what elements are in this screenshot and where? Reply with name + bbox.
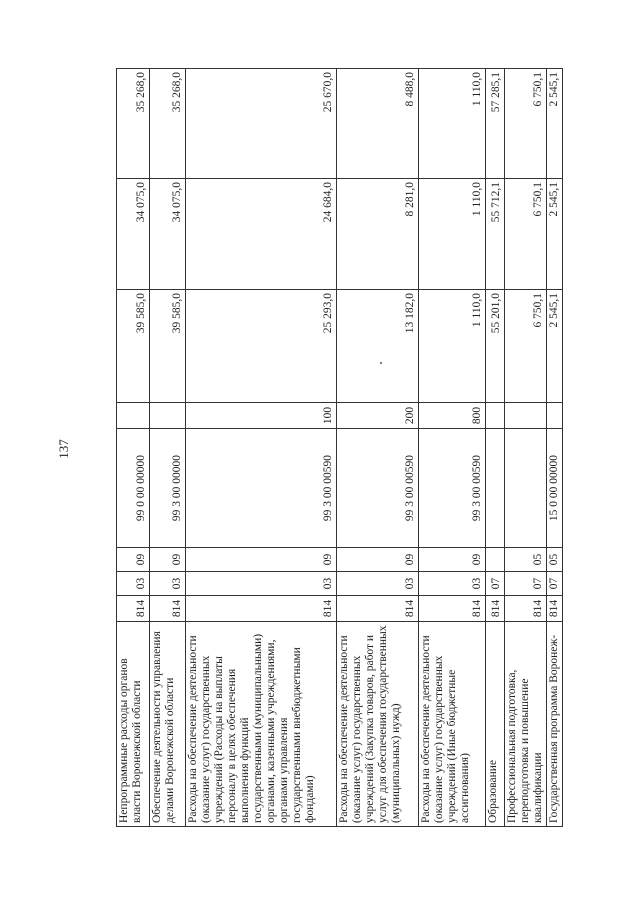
- amount-year2: 2 545,1: [547, 179, 563, 290]
- row-name: Расходы на обеспечение деятельности (оказание услуг) государственных учреждений (Закупка товаров, работ и услуг для обеспечения государственных (муниципальных) нужд): [337, 622, 419, 827]
- rz-code: 07: [505, 572, 547, 596]
- rz-code: 03: [186, 572, 337, 596]
- row-name: Расходы на обеспечение деятельности (оказание услуг) государственных учреждений (Иные бюджетные ассигнования): [419, 622, 486, 827]
- amount-year2: 6 750,1: [505, 179, 547, 290]
- amount-year2: 34 075,0: [117, 179, 150, 290]
- vr-code: 200: [337, 403, 419, 429]
- amount-year1: 6 750,1: [505, 290, 547, 403]
- pr-code: 09: [117, 548, 150, 572]
- table-row: [337, 69, 419, 827]
- csr-code: 99 3 00 00000: [150, 429, 186, 548]
- vr-code: [505, 403, 547, 429]
- row-name: Профессиональная подготовка, переподготовка и повышение квалификации: [505, 622, 547, 827]
- amount-year2: 24 684,0: [186, 179, 337, 290]
- csr-code: [486, 429, 505, 548]
- rz-code: 03: [337, 572, 419, 596]
- amount-year3: 6 750,1: [505, 69, 547, 179]
- amount-year2: 1 110,0: [419, 179, 486, 290]
- rz-code: 07: [486, 572, 505, 596]
- vr-code: [486, 403, 505, 429]
- table-row: [117, 69, 150, 827]
- vr-code: 800: [419, 403, 486, 429]
- budget-table-rotated: [116, 69, 560, 827]
- amount-year2: 55 712,1: [486, 179, 505, 290]
- table-row: [419, 69, 486, 827]
- pr-code: 09: [337, 548, 419, 572]
- csr-code: 99 3 00 00590: [337, 429, 419, 548]
- gr-code: 814: [505, 596, 547, 622]
- rz-code: 03: [150, 572, 186, 596]
- amount-year3: 57 285,1: [486, 69, 505, 179]
- csr-code: [505, 429, 547, 548]
- amount-year3: 2 545,1: [547, 69, 563, 179]
- csr-code: 99 3 00 00590: [186, 429, 337, 548]
- amount-year1: 25 293,0: [186, 290, 337, 403]
- csr-code: 99 3 00 00590: [419, 429, 486, 548]
- page-number: 137: [56, 439, 71, 459]
- vr-code: 100: [186, 403, 337, 429]
- amount-year3: 25 670,0: [186, 69, 337, 179]
- rz-code: 03: [117, 572, 150, 596]
- csr-code: 99 0 00 00000: [117, 429, 150, 548]
- pr-code: 09: [419, 548, 486, 572]
- rz-code: 07: [547, 572, 563, 596]
- budget-table: [116, 68, 563, 827]
- amount-year1: 1 110,0: [419, 290, 486, 403]
- vr-code: [150, 403, 186, 429]
- pr-code: 05: [505, 548, 547, 572]
- row-name: Расходы на обеспечение деятельности (оказание услуг) государственных учреждений (Расходы на выплаты персоналу в целях обеспечения выполнения функций государственными (муниципальными) органами, казенными учреждениями, органами управления государственными внебюджетными фондами): [186, 622, 337, 827]
- vr-code: [547, 403, 563, 429]
- amount-year1: 13 182,0: [337, 290, 419, 403]
- gr-code: 814: [419, 596, 486, 622]
- gr-code: 814: [547, 596, 563, 622]
- table-row: [150, 69, 186, 827]
- pr-code: 05: [547, 548, 563, 572]
- pr-code: [486, 548, 505, 572]
- amount-year2: 8 281,0: [337, 179, 419, 290]
- amount-year3: 35 268,0: [117, 69, 150, 179]
- gr-code: 814: [117, 596, 150, 622]
- vr-code: [117, 403, 150, 429]
- amount-year1: 55 201,0: [486, 290, 505, 403]
- amount-year3: 8 488,0: [337, 69, 419, 179]
- table-row: [505, 69, 547, 827]
- gr-code: 814: [337, 596, 419, 622]
- rz-code: 03: [419, 572, 486, 596]
- csr-code: 15 0 00 00000: [547, 429, 563, 548]
- table-row: [186, 69, 337, 827]
- amount-year2: 34 075,0: [150, 179, 186, 290]
- table-row: [547, 69, 563, 827]
- gr-code: 814: [486, 596, 505, 622]
- amount-year1: 2 545,1: [547, 290, 563, 403]
- amount-year3: 35 268,0: [150, 69, 186, 179]
- amount-year3: 1 110,0: [419, 69, 486, 179]
- row-name: Непрограммные расходы органов власти Воронежской области: [117, 622, 150, 827]
- pr-code: 09: [150, 548, 186, 572]
- table-row: [486, 69, 505, 827]
- amount-year1: 39 585,0: [150, 290, 186, 403]
- amount-year1: 39 585,0: [117, 290, 150, 403]
- gr-code: 814: [186, 596, 337, 622]
- gr-code: 814: [150, 596, 186, 622]
- row-name: Государственная программа Воронеж-: [547, 622, 563, 827]
- scan-speck: [380, 362, 382, 364]
- row-name: Образование: [486, 622, 505, 827]
- row-name: Обеспечение деятельности управления делами Воронежской области: [150, 622, 186, 827]
- pr-code: 09: [186, 548, 337, 572]
